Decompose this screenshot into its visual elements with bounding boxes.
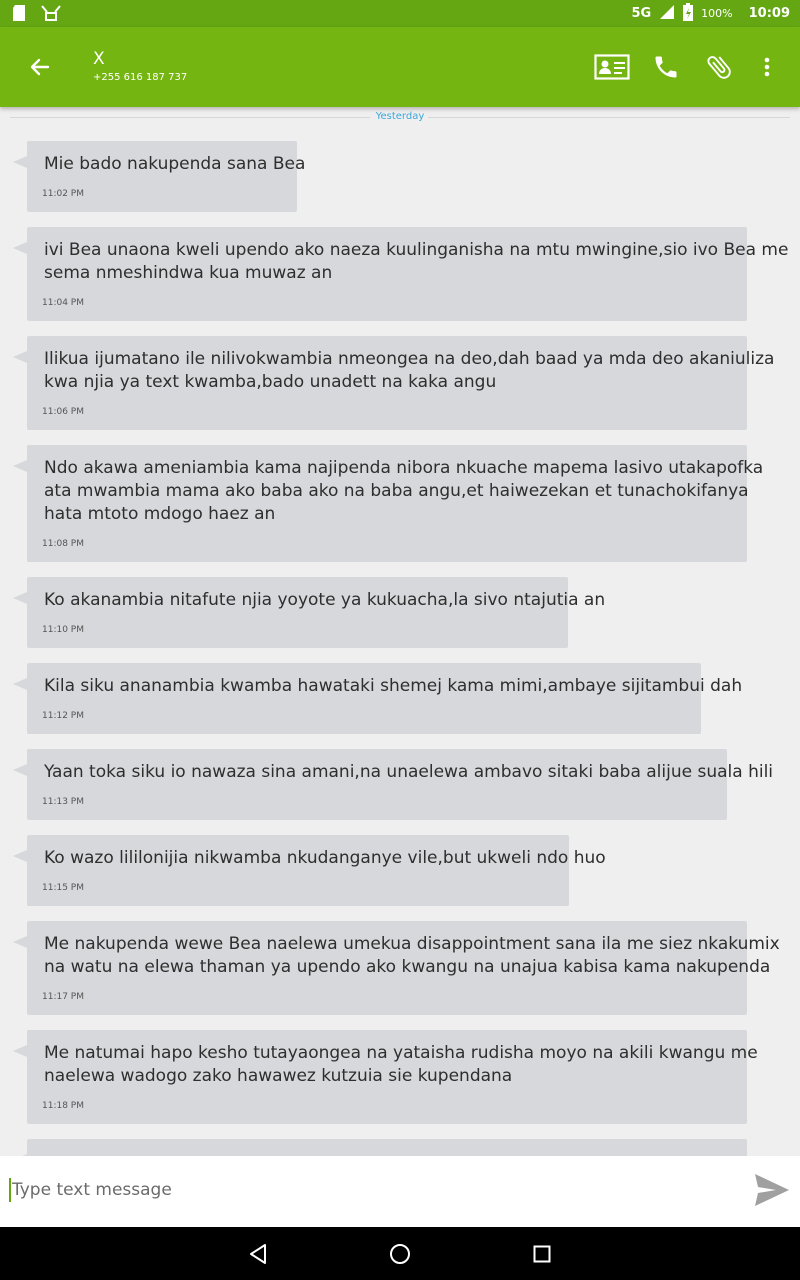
message-bubble-partial[interactable]	[27, 1139, 747, 1156]
battery-charging-icon	[683, 3, 693, 25]
arrow-left-icon	[24, 51, 56, 83]
message-bubble[interactable]	[27, 1030, 758, 1124]
clock: 10:09	[748, 6, 790, 21]
paperclip-icon	[704, 52, 734, 82]
status-bar	[0, 0, 800, 27]
message-time: 11:12 PM	[42, 711, 84, 721]
app-bar	[0, 27, 800, 107]
contact-name: X	[93, 49, 105, 69]
message-text: Ko akanambia nitafute njia yoyote ya kukuacha,la sivo ntajutia an	[44, 590, 606, 610]
message-input[interactable]	[12, 1174, 712, 1206]
message-time: 11:13 PM	[42, 797, 84, 807]
message-bubble[interactable]	[27, 336, 775, 430]
message-time: 11:08 PM	[42, 539, 84, 549]
message-time: 11:15 PM	[42, 883, 84, 893]
text-cursor	[9, 1178, 11, 1202]
usb-icon	[40, 4, 62, 26]
sd-card-icon	[12, 4, 26, 26]
nav-back-button[interactable]	[243, 1239, 273, 1269]
message-text: Mie bado nakupenda sana Bea	[44, 154, 306, 174]
conversation-title[interactable]	[93, 49, 187, 83]
message-text: Me nakupenda wewe Bea naelewa umekua disappointment sana ila me siez nkakumix	[44, 934, 780, 954]
date-separator	[0, 110, 800, 126]
network-type: 5G	[631, 6, 652, 21]
message-time: 11:06 PM	[42, 407, 84, 417]
message-bubble[interactable]	[27, 577, 606, 648]
date-label: Yesterday	[375, 111, 425, 122]
message-bubble[interactable]	[27, 663, 743, 734]
message-bubble[interactable]	[27, 445, 764, 562]
message-bubble[interactable]	[27, 141, 306, 212]
message-text: Ilikua ijumatano ile nilivokwambia nmeongea na deo,dah baad ya mda deo akaniuliza	[44, 349, 775, 369]
signal-icon	[659, 4, 675, 24]
send-button[interactable]	[752, 1170, 792, 1210]
message-text: Ko wazo lililonijia nikwamba nkudanganye vile,but ukweli ndo huo	[44, 848, 606, 868]
more-options-button[interactable]	[748, 49, 786, 85]
more-vert-icon	[763, 55, 771, 79]
contact-number: +255 616 187 737	[93, 72, 188, 83]
message-bubble[interactable]	[27, 835, 606, 906]
message-list[interactable]	[0, 126, 800, 1156]
message-text: hata mtoto mdogo haez an	[44, 504, 276, 524]
phone-icon	[652, 53, 680, 81]
message-time: 11:04 PM	[42, 298, 84, 308]
message-text: ivi Bea unaona kweli upendo ako naeza kuulinganisha na mtu mwingine,sio ivo Bea me	[44, 240, 789, 260]
battery-level: 100%	[701, 7, 733, 20]
message-composer	[0, 1156, 800, 1227]
nav-recents-icon	[533, 1245, 551, 1263]
nav-back-icon	[248, 1243, 268, 1265]
message-bubble[interactable]	[27, 227, 789, 321]
message-text: Me natumai hapo kesho tutayaongea na yataisha rudisha moyo na akili kwangu me	[44, 1043, 758, 1063]
attach-button[interactable]	[700, 49, 738, 85]
call-button[interactable]	[647, 49, 685, 85]
contact-card-icon	[594, 54, 630, 80]
message-text: Yaan toka siku io nawaza sina amani,na unaelewa ambavo sitaki baba alijue suala hili	[44, 762, 774, 782]
nav-home-button[interactable]	[385, 1239, 415, 1269]
message-text: ata mwambia mama ako baba ako na baba angu,et haiwezekan et tunachokifanya	[44, 481, 749, 501]
message-text: Ndo akawa ameniambia kama najipenda nibora nkuache mapema lasivo utakapofka	[44, 458, 764, 478]
message-time: 11:10 PM	[42, 625, 84, 635]
nav-home-icon	[389, 1243, 411, 1265]
message-text: naelewa wadogo zako hawawez kutzuia sie kupendana	[44, 1066, 513, 1086]
send-icon	[754, 1173, 790, 1207]
message-bubble[interactable]	[27, 921, 780, 1015]
back-button[interactable]	[24, 51, 56, 83]
message-bubble[interactable]	[27, 749, 774, 820]
message-time: 11:17 PM	[42, 992, 84, 1002]
message-text: kwa njia ya text kwamba,bado unadett na kaka angu	[44, 372, 497, 392]
nav-recents-button[interactable]	[527, 1239, 557, 1269]
navigation-bar	[0, 1227, 800, 1280]
message-time: 11:02 PM	[42, 189, 84, 199]
message-text: Kila siku ananambia kwamba hawataki shemej kama mimi,ambaye sijitambui dah	[44, 676, 743, 696]
message-time: 11:18 PM	[42, 1101, 84, 1111]
contact-card-button[interactable]	[593, 49, 631, 85]
message-text: na watu na elewa thaman ya upendo ako kwangu na unajua kabisa kama nakupenda	[44, 957, 771, 977]
message-text: sema nmeshindwa kua muwaz an	[44, 263, 333, 283]
